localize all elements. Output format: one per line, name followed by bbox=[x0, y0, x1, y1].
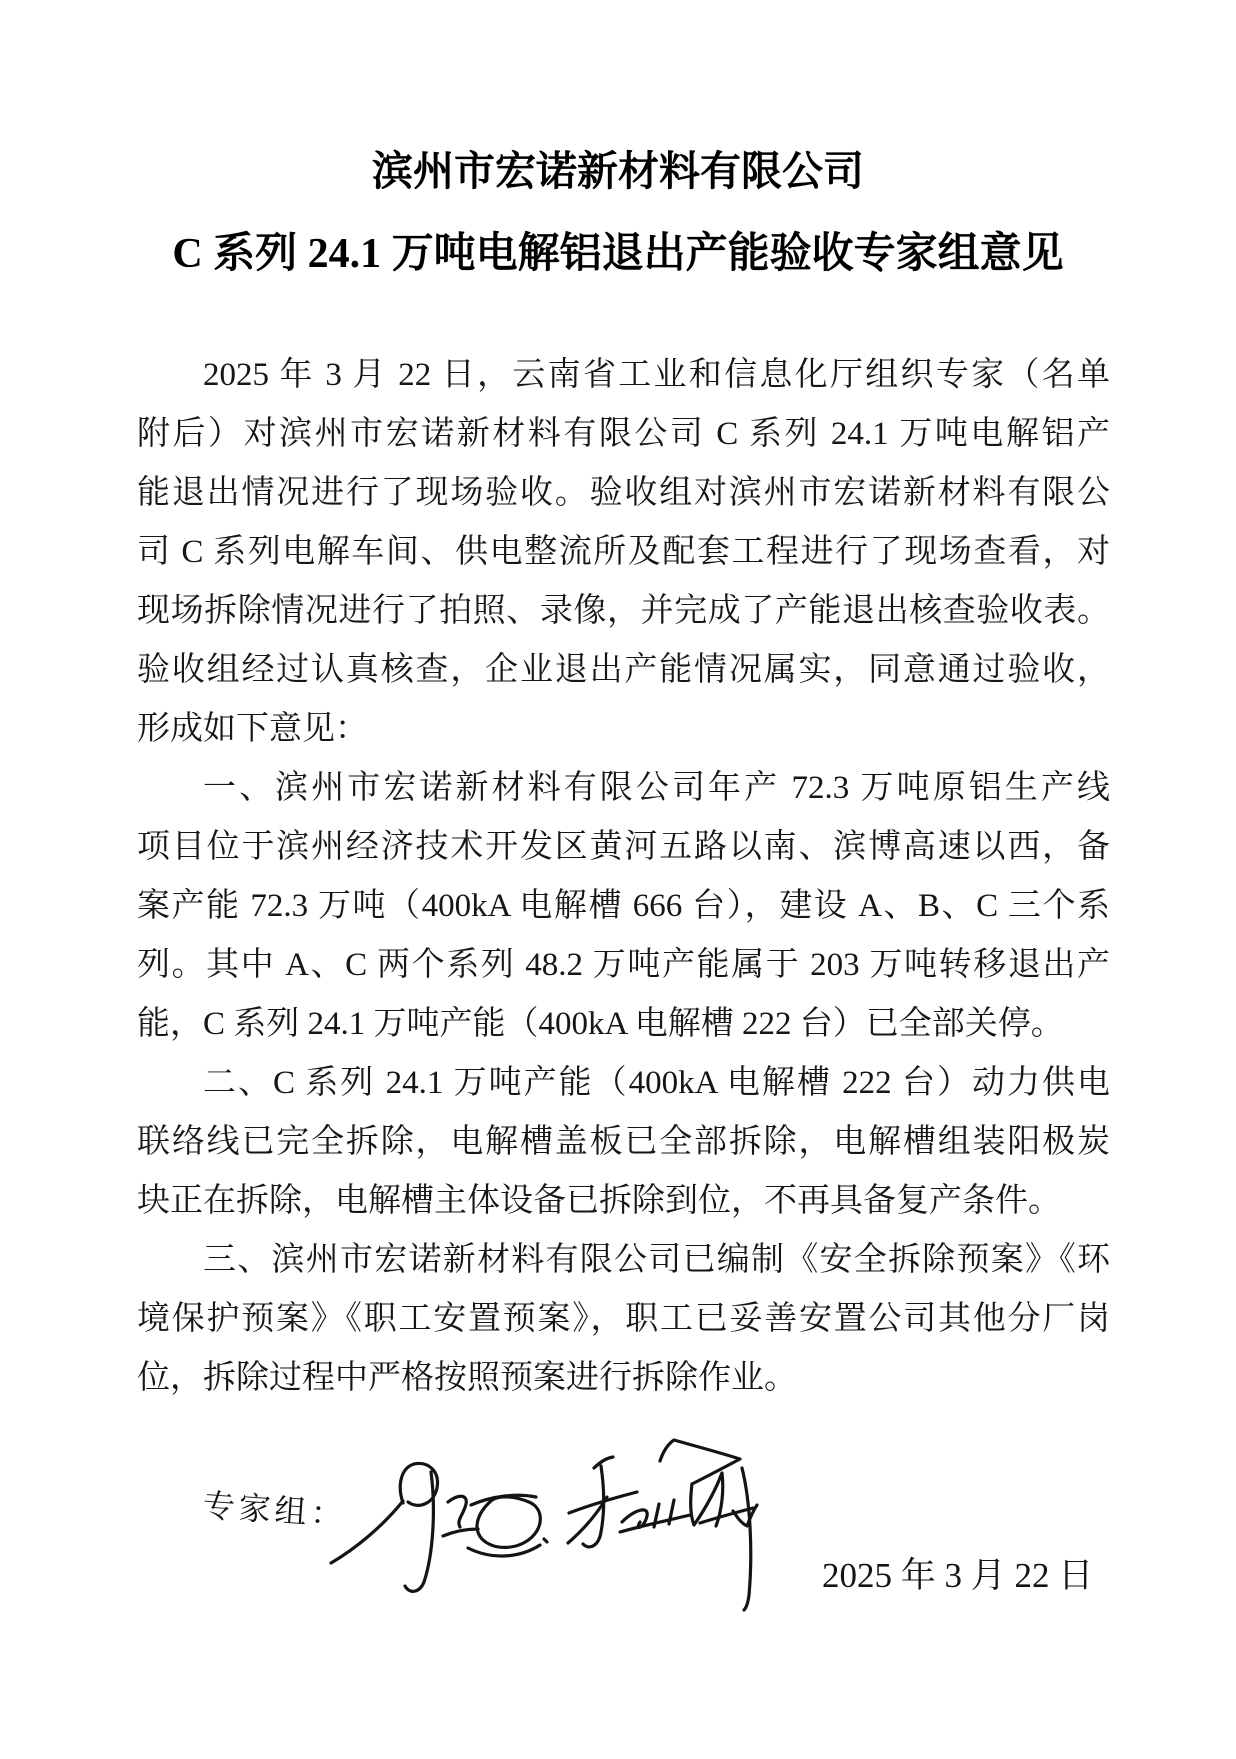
text-line: 境保护预案》《职工安置预案》，职工已妥善安置公司其他分厂岗 bbox=[137, 1301, 1110, 1337]
text-line: 案产能 72.3 万吨（400kA 电解槽 666 台），建设 A、B、C 三个系 bbox=[137, 888, 1110, 924]
text-line: 司 C 系列电解车间、供电整流所及配套工程进行了现场查看，对 bbox=[137, 534, 1110, 570]
paragraph-4 bbox=[137, 1231, 1110, 1408]
text-line: 一、滨州市宏诺新材料有限公司年产 72.3 万吨原铝生产线 bbox=[203, 770, 1110, 806]
text-line: 2025 年 3 月 22 日，云南省工业和信息化厅组织专家（名单 bbox=[203, 357, 1110, 393]
text-line: 联络线已完全拆除，电解槽盖板已全部拆除，电解槽组装阳极炭 bbox=[137, 1124, 1110, 1160]
title-subject: C 系列 24.1 万吨电解铝退出产能验收专家组意见 bbox=[172, 231, 1064, 277]
paragraph-1 bbox=[137, 346, 1110, 759]
text-line: 三、滨州市宏诺新材料有限公司已编制《安全拆除预案》《环 bbox=[203, 1242, 1110, 1278]
text-line: 二、C 系列 24.1 万吨产能（400kA 电解槽 222 台）动力供电 bbox=[203, 1065, 1110, 1101]
text-line: 能退出情况进行了现场验收。验收组对滨州市宏诺新材料有限公 bbox=[137, 475, 1110, 511]
handwritten-signature-1 bbox=[331, 1464, 547, 1592]
text-line: 块正在拆除，电解槽主体设备已拆除到位，不再具备复产条件。 bbox=[137, 1183, 1061, 1219]
document-body bbox=[137, 346, 1110, 1408]
text-line: 项目位于滨州经济技术开发区黄河五路以南、滨博高速以西，备 bbox=[137, 829, 1110, 865]
text-line: 形成如下意见： bbox=[137, 711, 368, 747]
text-line: 能，C 系列 24.1 万吨产能（400kA 电解槽 222 台）已全部关停。 bbox=[137, 1006, 1064, 1042]
handwritten-signature-2 bbox=[568, 1440, 757, 1610]
text-line: 附后）对滨州市宏诺新材料有限公司 C 系列 24.1 万吨电解铝产 bbox=[137, 416, 1110, 452]
paragraph-3 bbox=[137, 1054, 1110, 1231]
paragraph-2 bbox=[137, 759, 1110, 1054]
text-line: 现场拆除情况进行了拍照、录像，并完成了产能退出核查验收表。 bbox=[137, 593, 1110, 629]
title-company-name: 滨州市宏诺新材料有限公司 bbox=[372, 148, 864, 194]
text-line: 列。其中 A、C 两个系列 48.2 万吨产能属于 203 万吨转移退出产 bbox=[137, 947, 1110, 983]
document-date: 2025 年 3 月 22 日 bbox=[822, 1556, 1094, 1595]
text-line: 位，拆除过程中严格按照预案进行拆除作业。 bbox=[137, 1360, 797, 1396]
expert-group-label: 专家组： bbox=[201, 1487, 348, 1533]
document-title bbox=[0, 146, 1236, 279]
text-line: 验收组经过认真核查，企业退出产能情况属实，同意通过验收， bbox=[137, 652, 1110, 688]
